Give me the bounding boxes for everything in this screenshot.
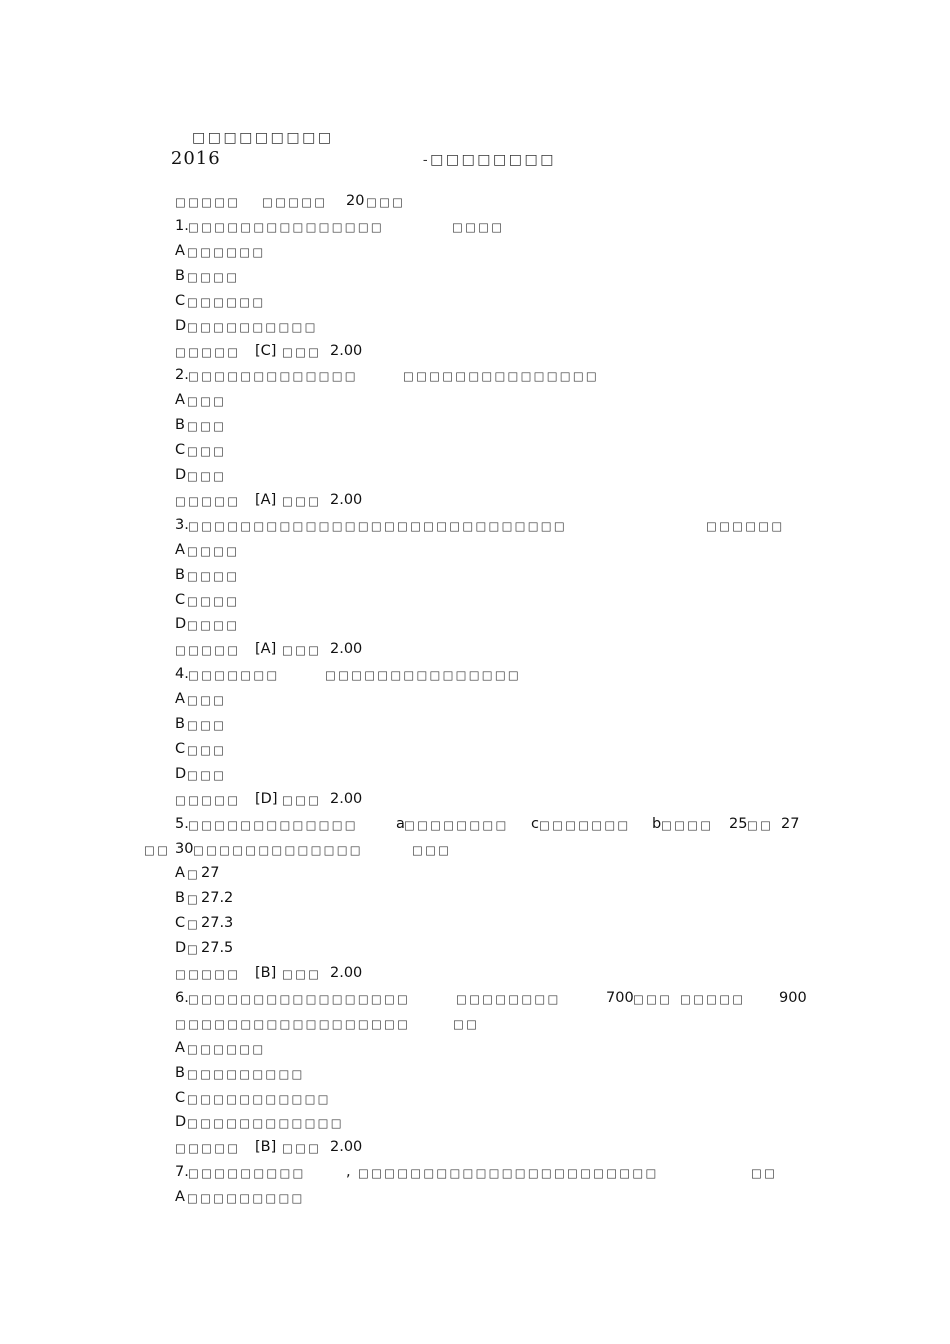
option-text: □□□□□□□□□□□□ (187, 1116, 344, 1131)
option-letter: A (175, 392, 185, 409)
section-header-label-b: □□□□□ (262, 195, 328, 209)
score-value: 2.00 (330, 1139, 363, 1156)
option-letter: A (175, 691, 185, 708)
question-text-segment: c (531, 815, 539, 832)
option-text: □□□ (187, 767, 227, 782)
option-text: □ (187, 942, 201, 957)
question-text-segment: □□□□□□□□□□□□□ (193, 842, 363, 857)
question-text-segment: □□ (751, 1166, 778, 1181)
score-value: 2.00 (330, 342, 363, 359)
question-text-segment: 4. (175, 666, 189, 683)
option-text: □□□□□□□□□□□ (187, 1091, 331, 1106)
score-value: 2.00 (330, 641, 363, 658)
question-text-segment: 2. (175, 367, 189, 384)
question-text-segment: □□□ (412, 842, 452, 857)
score-label: □□□ (282, 643, 322, 658)
option-letter: C (175, 292, 186, 309)
option-letter: A (175, 541, 185, 558)
option-text: □□□□ (187, 568, 240, 583)
option-letter: A (175, 1189, 185, 1206)
score-label: □□□ (282, 344, 322, 359)
option-value: 27.5 (201, 940, 234, 957)
answer-key: [B] (255, 1139, 277, 1156)
question-text-segment: 3. (175, 516, 189, 533)
option-text: □□□□ (187, 593, 240, 608)
score-value: 2.00 (330, 491, 363, 508)
option-text: □□□□□□ (187, 244, 266, 259)
option-letter: C (175, 1089, 186, 1106)
document-title-part2: -□□□□□□□□ (422, 152, 556, 168)
option-letter: B (175, 417, 185, 434)
question-text-segment: □□□□□□□□□□□□□□□□□□□□□□□ (358, 1166, 659, 1181)
question-text-segment: □□□□□ (680, 991, 746, 1006)
question-text-segment: □□□□□□□□ (456, 991, 561, 1006)
option-letter: C (175, 915, 186, 932)
option-text: □□□ (187, 394, 227, 409)
question-text-segment: □□□□□□ (706, 518, 785, 533)
question-text-segment: □□□□□□□□□□□□□ (188, 817, 358, 832)
document-title-part1: □□□□□□□□□ (192, 130, 334, 146)
option-letter: C (175, 740, 186, 757)
answer-label: □□□□□ (175, 967, 241, 981)
option-text: □□□□ (187, 543, 240, 558)
question-text-segment: □□□□ (661, 817, 714, 832)
answer-label: □□□□□ (175, 344, 241, 359)
section-header-label-a: □□□□□ (175, 195, 241, 209)
question-text-segment: □□□□□□□□□□□□□□□□□□ (175, 1016, 411, 1031)
score-value: 2.00 (330, 790, 363, 807)
option-text: □□□ (187, 469, 227, 483)
option-letter: B (175, 1064, 185, 1081)
option-text: □□□ (187, 693, 227, 708)
answer-key: [B] (255, 965, 277, 981)
option-text: □□□ (187, 419, 227, 434)
option-letter: C (175, 442, 186, 459)
question-text-segment: □□ (453, 1016, 480, 1031)
option-letter: A (175, 242, 185, 259)
question-text-segment: □□□□ (452, 220, 505, 234)
option-value: 27.2 (201, 890, 234, 907)
question-text-segment: □□□□□□□□□□□□□□□ (325, 668, 521, 683)
answer-key: [A] (255, 641, 277, 658)
option-text: □□□ (187, 444, 227, 459)
question-text-segment: □□□ (633, 991, 673, 1006)
option-text: □□□ (187, 742, 227, 757)
question-text-segment: □□□□□□□□□□□□□□□□□□□□□□□□□□□□□ (188, 518, 567, 533)
question-text-segment: □□□□□□□□□□□□□ (188, 369, 358, 384)
option-text: □□□ (187, 718, 227, 732)
answer-label: □□□□□ (175, 792, 241, 807)
option-letter: D (175, 1114, 187, 1131)
option-letter: C (175, 591, 186, 608)
answer-label: □□□□□ (175, 643, 241, 658)
question-text-segment: b (652, 815, 662, 832)
option-letter: B (175, 566, 185, 583)
section-question-count: 20 (346, 193, 365, 209)
question-text-segment: □□□□□□□□□□□□□□□ (188, 220, 384, 234)
score-value: 2.00 (330, 965, 363, 981)
question-text-segment: 27 (781, 815, 800, 832)
question-text-segment: □□ (747, 817, 774, 832)
section-header-label-c: □□□ (366, 195, 406, 209)
question-text-segment: □□□□□□□□□□□□□□□ (403, 369, 599, 384)
option-text: □□□□ (187, 618, 240, 633)
score-label: □□□ (282, 792, 322, 807)
option-letter: A (175, 1039, 185, 1056)
question-text-segment: □□□□□□□ (539, 817, 631, 832)
question-text-segment: □□□□□□□□□ (188, 1166, 306, 1181)
option-text: □ (187, 917, 201, 932)
score-label: □□□ (282, 967, 322, 981)
answer-label: □□□□□ (175, 493, 241, 508)
option-letter: D (175, 317, 187, 334)
option-letter: B (175, 716, 185, 732)
option-text: □ (187, 867, 201, 882)
option-text: □□□□□□ (187, 1041, 266, 1056)
option-text: □□□□□□□□□□ (187, 319, 318, 334)
option-letter: D (175, 940, 187, 957)
question-text-segment: □□□□□□□□□□□□□□□□□ (188, 991, 411, 1006)
title-year: 2016 (170, 148, 221, 169)
question-text-segment: 5. (175, 815, 189, 832)
question-text-segment: 30 (175, 840, 194, 857)
answer-key: [A] (255, 491, 277, 508)
question-text-segment: a (396, 815, 405, 832)
question-text-segment: 7. (175, 1164, 189, 1181)
option-letter: B (175, 890, 185, 907)
option-letter: D (175, 616, 187, 633)
score-label: □□□ (282, 493, 322, 508)
score-label: □□□ (282, 1141, 322, 1156)
question-text-segment: □□□□□□□□ (404, 817, 509, 832)
question-text-segment: □□□□□□□ (188, 668, 280, 683)
question-text-segment: 1. (175, 218, 189, 234)
option-value: 27 (201, 865, 220, 882)
question-text-segment: 25 (729, 815, 748, 832)
option-letter: D (175, 467, 187, 483)
option-letter: B (175, 267, 185, 284)
question-text-segment: 900 (779, 989, 807, 1006)
option-text: □□□□ (187, 269, 240, 284)
question-text-segment: 700 (606, 989, 634, 1006)
option-value: 27.3 (201, 915, 234, 932)
option-text: □□□□□□□□□ (187, 1066, 305, 1081)
option-letter: A (175, 865, 185, 882)
answer-key: [D] (255, 790, 278, 807)
option-text: □□□□□□ (187, 294, 266, 309)
question-text-segment: , (346, 1164, 351, 1181)
option-text: □ (187, 892, 201, 907)
answer-label: □□□□□ (175, 1141, 241, 1156)
option-text: □□□□□□□□□ (187, 1191, 305, 1206)
option-letter: D (175, 765, 187, 782)
answer-key: [C] (255, 342, 277, 359)
question-text-segment: □□ (144, 842, 171, 857)
question-text-segment: 6. (175, 989, 189, 1006)
